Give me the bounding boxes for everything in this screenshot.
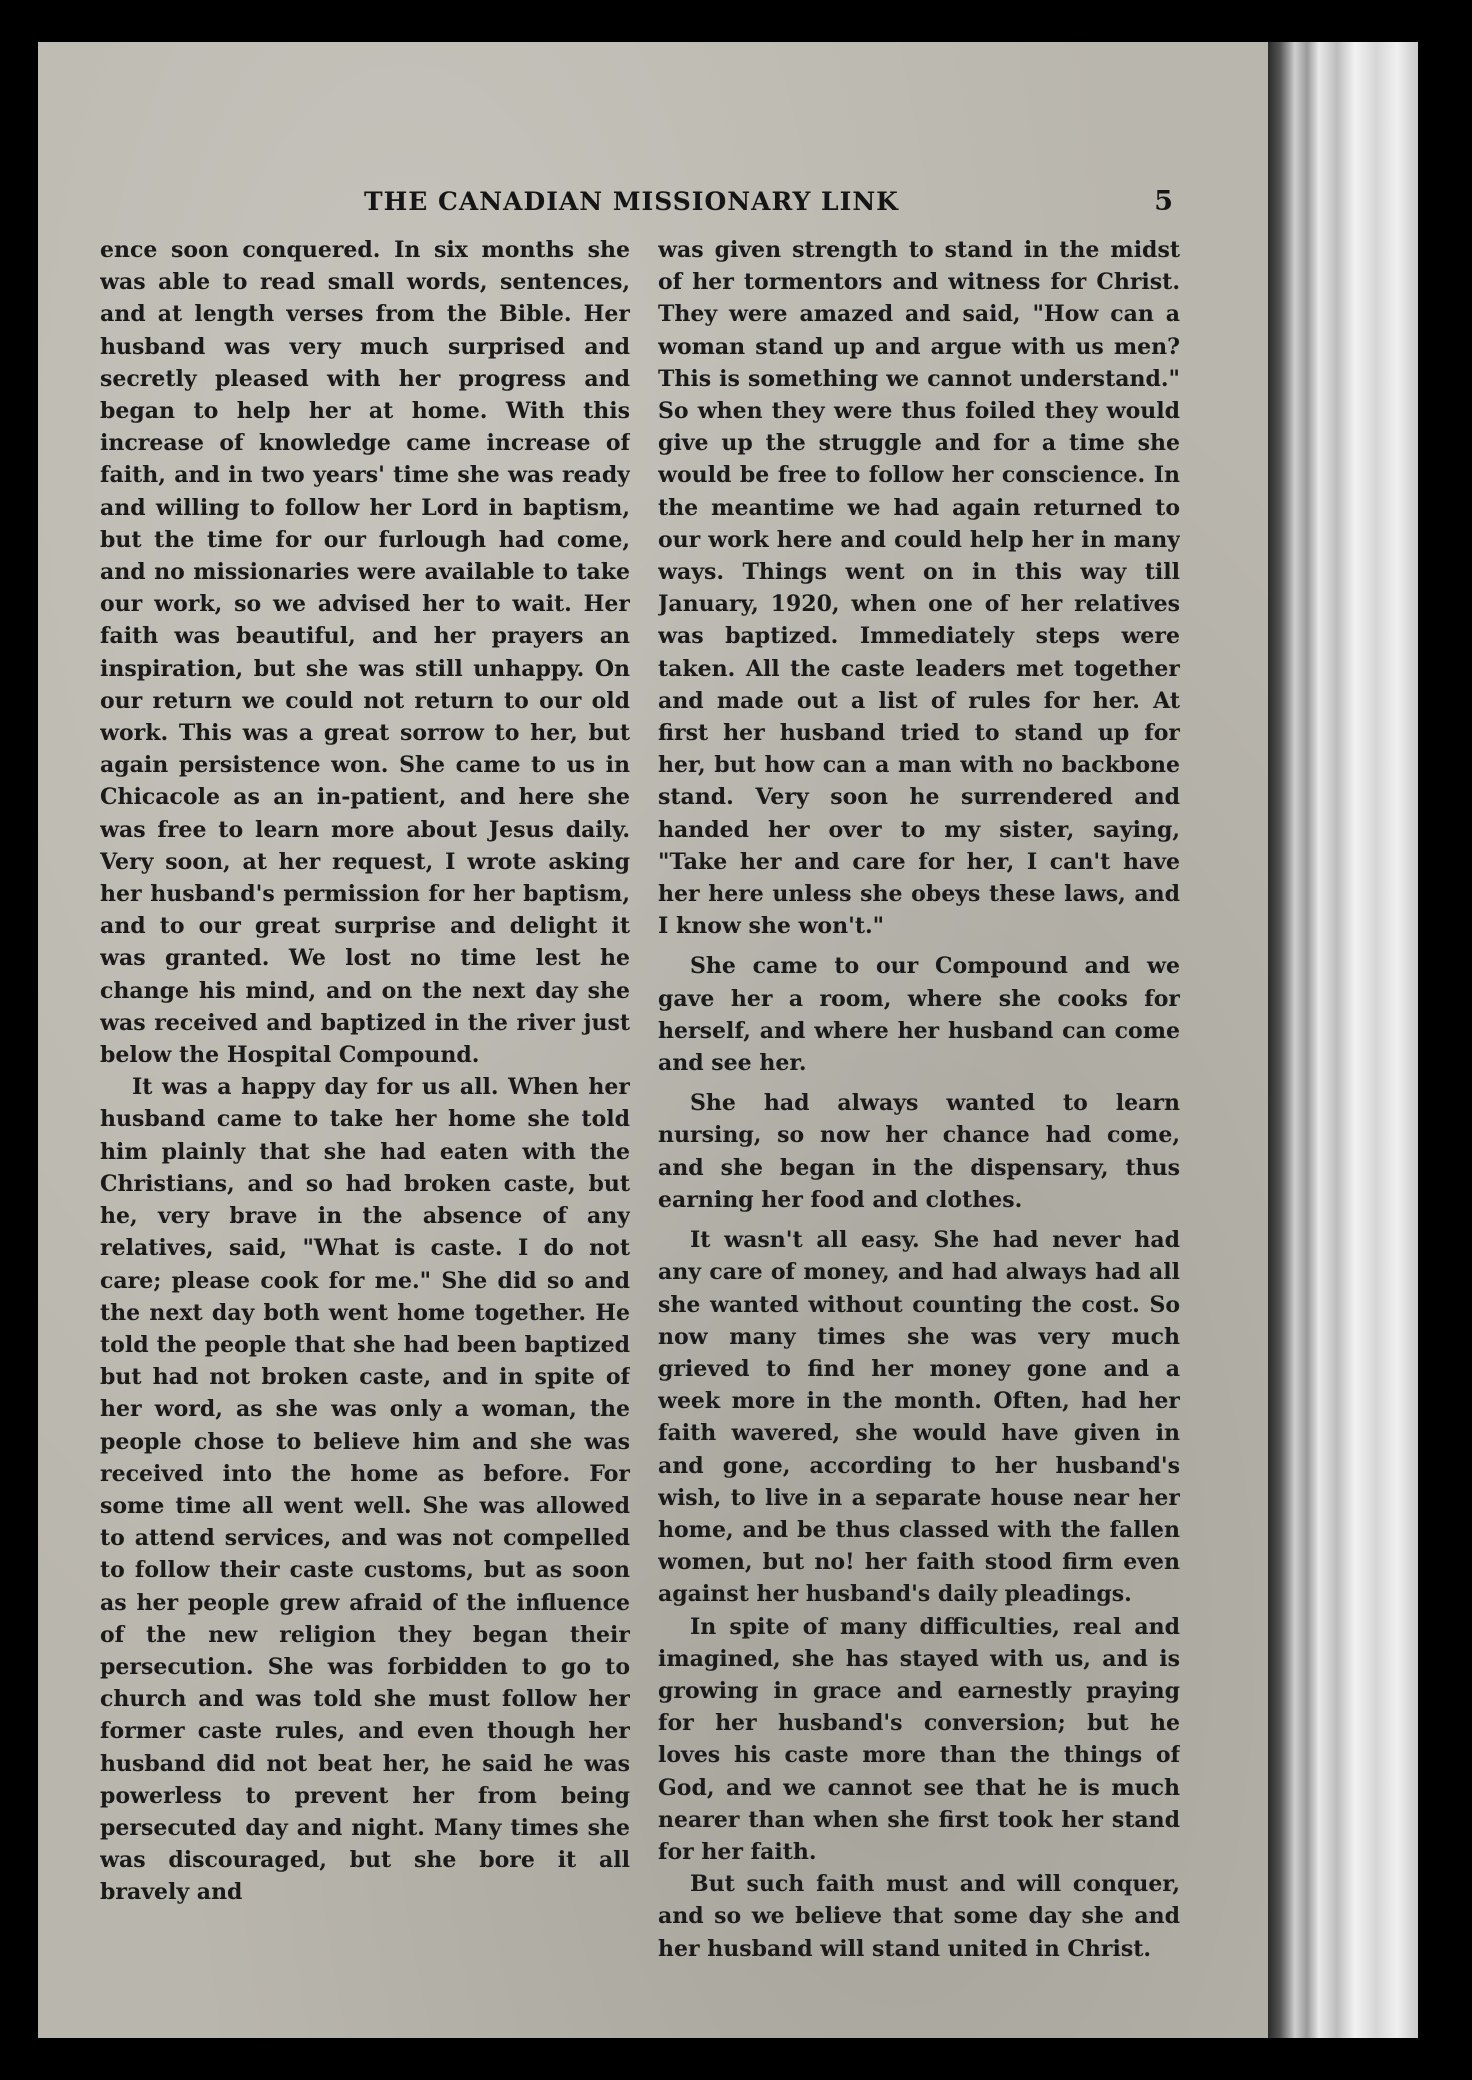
left-column <box>100 234 630 1974</box>
publication-title: THE CANADIAN MISSIONARY LINK <box>364 187 899 216</box>
paragraph: ence soon conquered. In six months she was able to read small words, sentences, and at length verses from the Bible. Her husband was very much surprised and secretly pleased with her progress and began to help her at home. With this increase of knowledge came increase of faith, and in two years' time she was ready and willing to follow her Lord in baptism, but the time for our furlough had come, and no missionaries were available to take our work, so we advised her to wait. Her faith was beautiful, and her prayers an inspiration, but she was still unhappy. On our return we could not return to our old work. This was a great sorrow to her, but again persistence won. She came to us in Chicacole as an in-patient, and here she was free to learn more about Jesus daily. Very soon, at her request, I wrote asking her husband's permission for her baptism, and to our great surprise and delight it was granted. We lost no time lest he change his mind, and on the next day she was received and baptized in the river just below the Hospital Compound. <box>100 237 630 1069</box>
paragraph: was given strength to stand in the midst of her tormentors and witness for Christ. They were amazed and said, "How can a woman stand up and argue with us men? This is something we cannot understand." So when they were thus foiled they would give up the struggle and for a time she would be free to follow her conscience. In the meantime we had again returned to our work here and could help her in many ways. Things went on in this way till January, 1920, when one of her relatives was baptized. Immediately steps were taken. All the caste leaders met together and made out a list of rules for her. At first her husband tried to stand up for her, but how can a man with no backbone stand. Very soon he surrendered and handed her over to my sister, saying, "Take her and care for her, I can't have her here unless she obeys these laws, and I know she won't." <box>658 237 1180 940</box>
page-edges <box>1268 42 1418 2038</box>
paragraph: She came to our Compound and we gave her a room, where she cooks for herself, and where her husband can come and see her. <box>658 953 1180 1077</box>
right-column <box>658 234 1180 1974</box>
paragraph: It was a happy day for us all. When her husband came to take her home she told him plainly that she had eaten with the Christians, and so had broken caste, but he, very brave in the absence of any relatives, said, "What is caste. I do not care; please cook for me." She did so and the next day both went home together. He told the people that she had been baptized but had not broken caste, and in spite of her word, as she was only a woman, the people chose to believe him and she was received into the home as before. For some time all went well. She was allowed to attend services, and was not compelled to follow their caste customs, but as soon as her people grew afraid of the influence of the new religion they began their persecution. She was forbidden to go to church and was told she must follow her former caste rules, and even though her husband did not beat her, he said he was powerless to prevent her from being persecuted day and night. Many times she was discouraged, but she bore it all bravely and <box>100 1074 630 1906</box>
running-head <box>364 186 1174 220</box>
paragraph: In spite of many difficulties, real and imagined, she has stayed with us, and is growing in grace and earnestly praying for her husband's conversion; but he loves his caste more than the things of God, and we cannot see that he is much nearer than when she first took her stand for her faith. <box>658 1613 1180 1865</box>
page-number: 5 <box>1154 186 1174 217</box>
paragraph: She had always wanted to learn nursing, so now her chance had come, and she began in the dispensary, thus earning her food and clothes. <box>658 1090 1180 1213</box>
paragraph: But such faith must and will conquer, and so we believe that some day she and her husband will stand united in Christ. <box>658 1871 1180 1962</box>
paragraph: It wasn't all easy. She had never had any care of money, and had always had all she wanted without counting the cost. So now many times she was very much grieved to find her money gone and a week more in the month. Often, had her faith wavered, she would have given in and gone, according to her husband's wish, to live in a separate house near her home, and be thus classed with the fallen women, but no! her faith stood firm even against her husband's daily pleadings. <box>658 1227 1180 1608</box>
